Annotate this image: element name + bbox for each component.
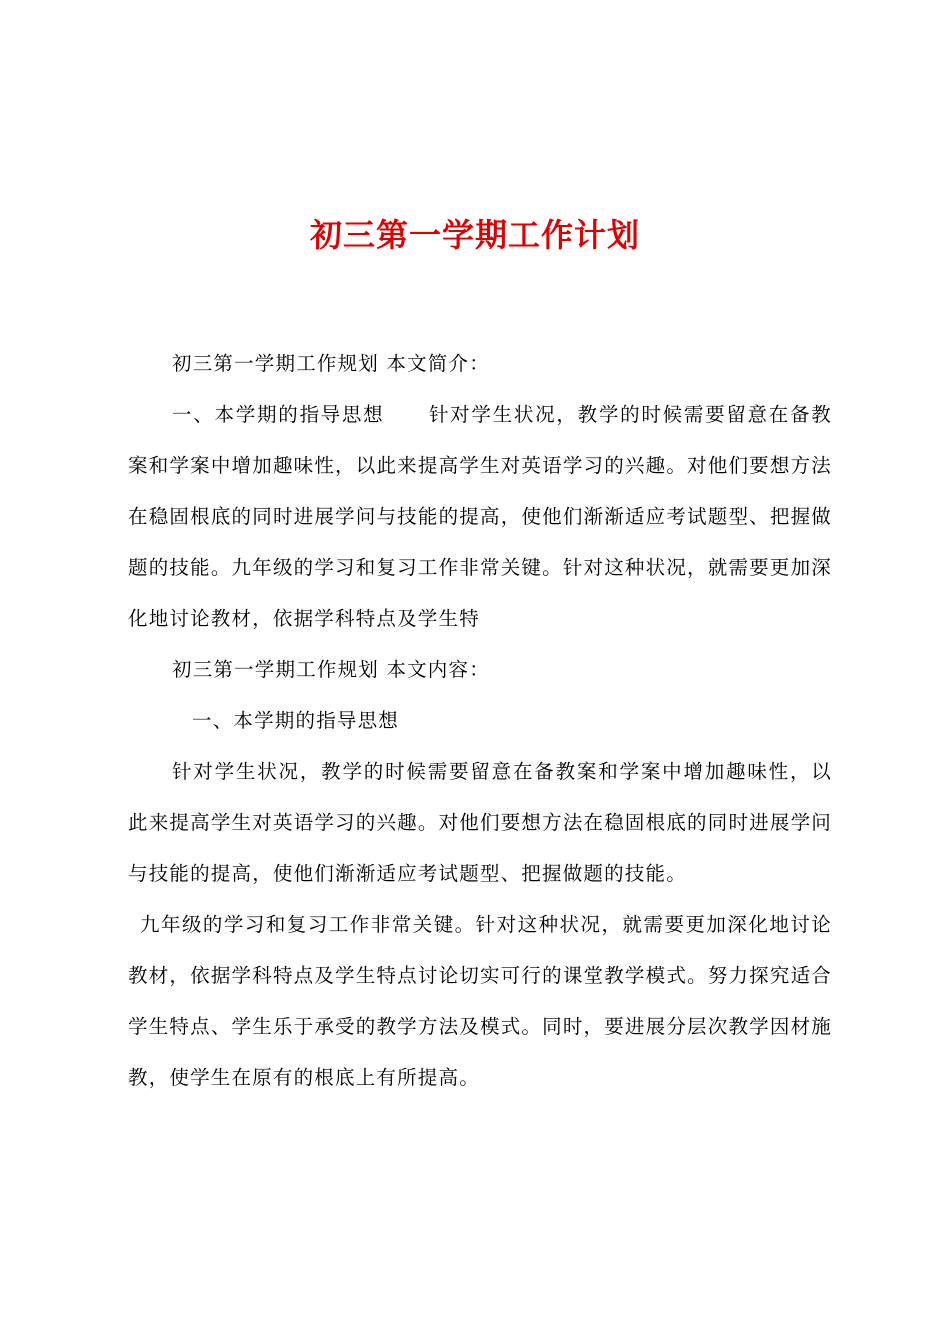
content-section-label: 一、本学期的指导思想 xyxy=(192,709,400,732)
content-paragraph-1: 针对学生状况，教学的时候需要留意在备教案和学案中增加趣味性，以此来提高学生对英语学习的兴趣。对他们要想方法在稳固根底的同时进展学问与技能的提高，使他们渐渐适应考试题型、把握做题的技能。 xyxy=(128,760,832,885)
intro-section-label: 一、本学期的指导思想 xyxy=(172,403,385,426)
content-heading: 初三第一学期工作规划 本文内容： xyxy=(172,658,490,681)
document-body xyxy=(128,338,832,1103)
content-paragraph-2: 九年级的学习和复习工作非常关键。针对这种状况，就需要更加深化地讨论教材，依据学科特点及学生特点讨论切实可行的课堂教学模式。努力探究适合学生特点、学生乐于承受的教学方法及模式。同时，要进展分层次教学因材施教，使学生在原有的根底上有所提高。 xyxy=(128,913,832,1089)
intro-paragraph xyxy=(128,389,832,644)
intro-heading: 初三第一学期工作规划 本文简介： xyxy=(172,352,490,375)
intro-text: 针对学生状况，教学的时候需要留意在备教案和学案中增加趣味性，以此来提高学生对英语学习的兴趣。对他们要想方法在稳固根底的同时进展学问与技能的提高，使他们渐渐适应考试题型、把握做题的技能。九年级的学习和复习工作非常关键。针对这种状况，就需要更加深化地讨论教材，依据学科特点及学生特 xyxy=(128,403,832,630)
document-title: 初三第一学期工作计划 xyxy=(309,216,640,254)
